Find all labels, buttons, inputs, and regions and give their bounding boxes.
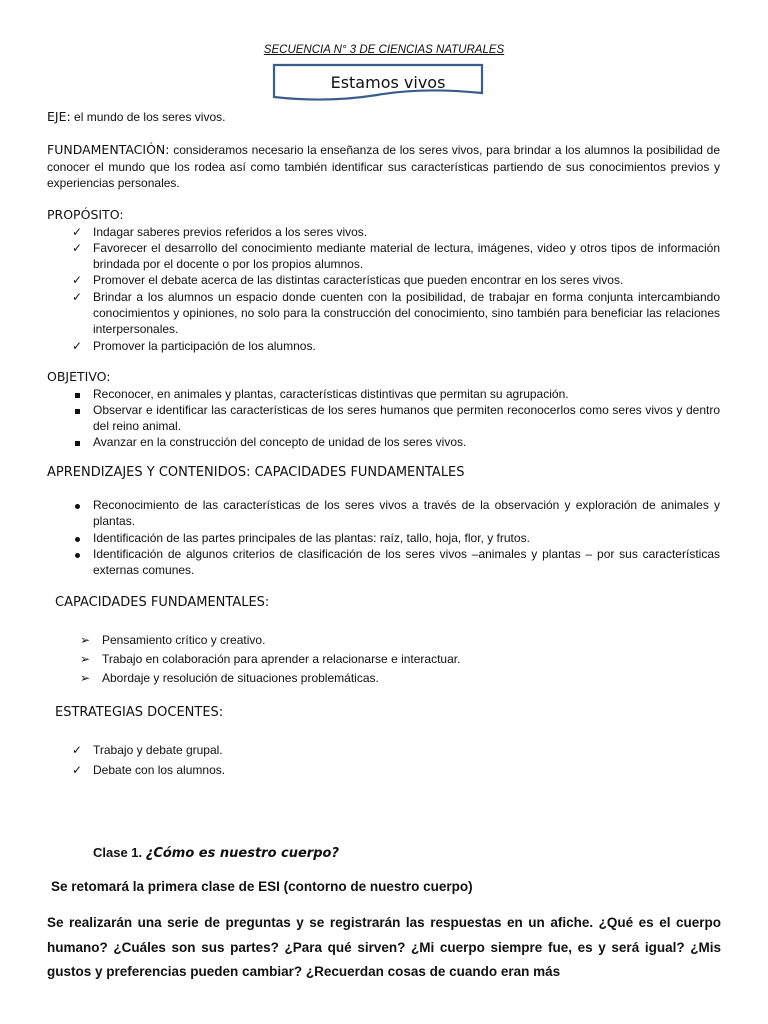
- check-icon: ✓: [71, 224, 83, 239]
- check-icon: ✓: [71, 273, 83, 288]
- list-item: ➢ Abordaje y resolución de situaciones problemáticas.: [47, 669, 720, 688]
- eje-text: el mundo de los seres vivos.: [74, 110, 226, 124]
- list-item: ✓ Trabajo y debate grupal.: [47, 740, 720, 760]
- capacidades-section: [47, 631, 720, 688]
- capacidades-label: CAPACIDADES FUNDAMENTALES:: [55, 595, 270, 610]
- list-item: ➢ Pensamiento crítico y creativo.: [47, 631, 720, 650]
- estrategias-heading: [55, 705, 728, 722]
- list-item: Reconocimiento de las características de los seres vivos a través de la observación y exploración de animales y plantas.: [47, 497, 720, 530]
- check-icon: ✓: [71, 338, 83, 353]
- square-bullet-icon: [69, 386, 85, 402]
- dot-bullet-icon: [69, 530, 85, 546]
- eje-line: [47, 109, 720, 126]
- dot-bullet-icon: [69, 497, 85, 513]
- estrategias-list: [47, 740, 720, 780]
- list-item: ✓ Brindar a los alumnos un espacio donde cuenten con la posibilidad, de trabajar en forma conjunta intercambiando conocimientos y opiniones, no solo para la construcción del conocimiento, sino también para beneficiar las relaciones interpersonales.: [47, 289, 720, 338]
- clase-heading: [93, 845, 766, 863]
- capacidades-list: [47, 631, 720, 688]
- sequence-title: SECUENCIA N° 3 DE CIENCIAS NATURALES: [263, 44, 505, 56]
- clase-label: Clase 1.: [93, 845, 143, 860]
- objetivo-list: [47, 386, 720, 451]
- arrow-bullet-icon: ➢: [79, 633, 91, 647]
- estrategias-label: ESTRATEGIAS DOCENTES:: [55, 705, 224, 720]
- fundamentacion-paragraph: [47, 142, 720, 192]
- list-item: ✓ Debate con los alumnos.: [47, 760, 720, 780]
- clase-paragraph: Se realizarán una serie de preguntas y se registrarán las respuestas en un afiche. ¿Qué es el cuerpo humano? ¿Cuáles son sus partes? ¿Para qué sirven? ¿Mi cuerpo siempre fue, es y será igual? ¿Mis gustos y preferencias pueden cambiar? ¿Recuerdan cosas de cuando eran más: [47, 915, 721, 979]
- aprendizajes-list: [47, 497, 720, 578]
- proposito-list: [47, 224, 720, 354]
- clase-question: ¿Cómo es nuestro cuerpo?: [145, 846, 339, 861]
- fundamentacion-label: FUNDAMENTACIÓN:: [47, 142, 170, 157]
- list-item: ✓ Promover el debate acerca de las distintas características que pueden encontrar en los seres vivos.: [47, 272, 720, 288]
- objetivo-heading: OBJETIVO:: [47, 369, 111, 384]
- proposito-heading: PROPÓSITO:: [47, 207, 124, 222]
- check-icon: ✓: [71, 240, 83, 255]
- list-item: Avanzar en la construcción del concepto de unidad de los seres vivos.: [47, 434, 720, 450]
- square-bullet-icon: [69, 402, 85, 418]
- aprendizajes-label: APRENDIZAJES Y CONTENIDOS: CAPACIDADES FUNDAMENTALES: [47, 465, 465, 480]
- clase-note: Se retomará la primera clase de ESI (contorno de nuestro cuerpo): [51, 879, 473, 894]
- estrategias-section: [47, 740, 720, 780]
- check-icon: ✓: [71, 743, 83, 757]
- proposito-section: [47, 207, 720, 354]
- list-item: ✓ Promover la participación de los alumnos.: [47, 338, 720, 354]
- capacidades-heading: [55, 595, 728, 612]
- list-item: ✓ Favorecer el desarrollo del conocimiento mediante material de lectura, imágenes, video y otros tipos de información brindada por el docente o por los propios alumnos.: [47, 240, 720, 273]
- list-item: Identificación de algunos criterios de clasificación de los seres vivos –animales y plantas – por sus características externas comunes.: [47, 546, 720, 579]
- objetivo-section: [47, 369, 720, 451]
- title-banner: [272, 63, 482, 101]
- banner-title: Estamos vivos: [330, 73, 446, 92]
- list-item: Observar e identificar las características de los seres humanos que permiten reconocerlos como seres vivos y dentro del reino animal.: [47, 402, 720, 435]
- list-item: ✓ Indagar saberes previos referidos a los seres vivos.: [47, 224, 720, 240]
- list-item: ➢ Trabajo en colaboración para aprender a relacionarse e interactuar.: [47, 650, 720, 669]
- aprendizajes-heading: [47, 465, 720, 482]
- arrow-bullet-icon: ➢: [79, 652, 91, 666]
- square-bullet-icon: [69, 434, 85, 450]
- aprendizajes-section: [47, 497, 720, 578]
- arrow-bullet-icon: ➢: [79, 671, 91, 685]
- check-icon: ✓: [71, 763, 83, 777]
- check-icon: ✓: [71, 289, 83, 304]
- list-item: Identificación de las partes principales de las plantas: raíz, tallo, hoja, flor, y frutos.: [47, 530, 720, 546]
- fundamentacion-text: consideramos necesario la enseñanza de los seres vivos, para brindar a los alumnos la posibilidad de conocer el mundo que los rodea así como también identificar sus características partiendo de sus conocimientos previos y experiencias personales.: [47, 143, 720, 190]
- eje-label: EJE:: [47, 109, 71, 124]
- list-item: Reconocer, en animales y plantas, características distintivas que permitan su agrupación.: [47, 386, 720, 402]
- dot-bullet-icon: [69, 546, 85, 562]
